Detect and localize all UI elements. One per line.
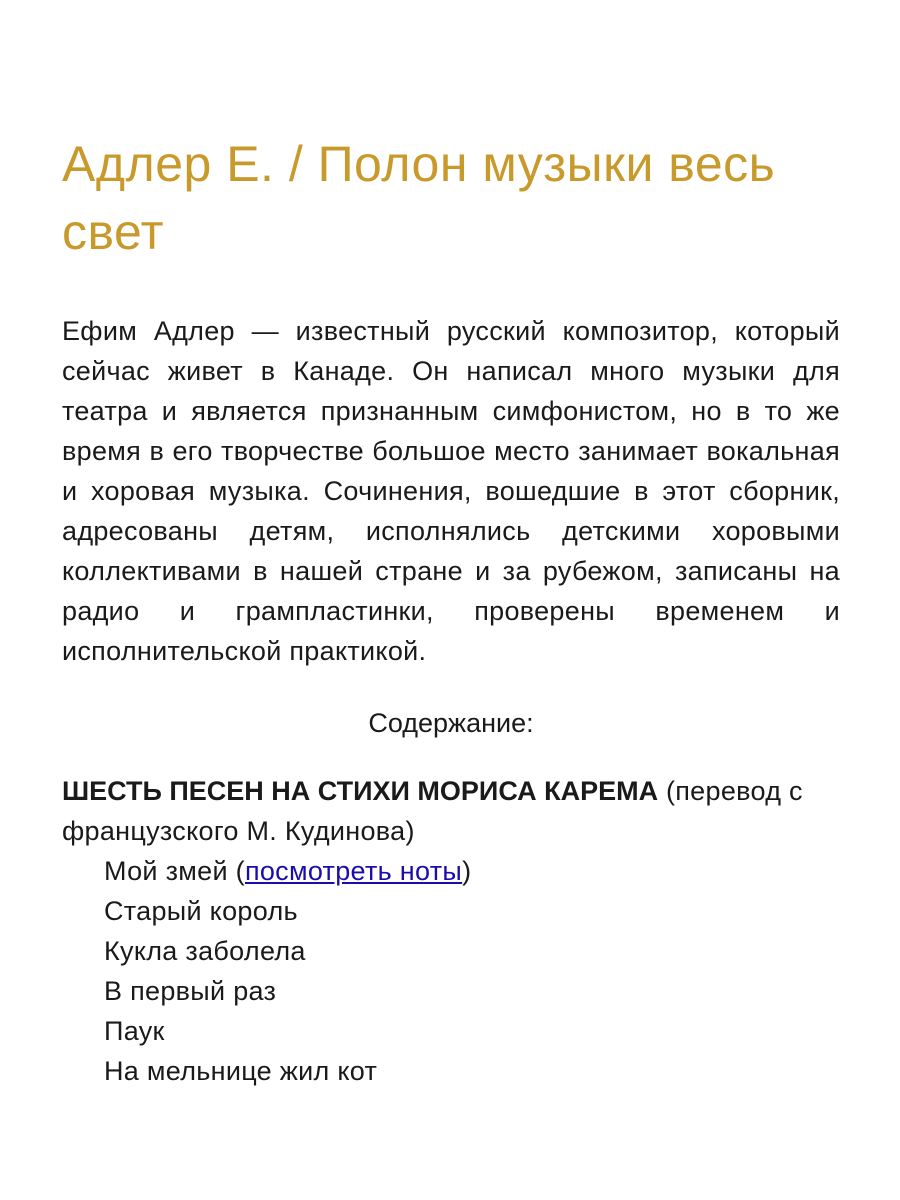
list-item xyxy=(104,931,840,971)
list-item xyxy=(104,1051,840,1091)
cycle-title: ШЕСТЬ ПЕСЕН НА СТИХИ МОРИСА КАРЕМА xyxy=(62,776,659,806)
song-list xyxy=(62,851,840,1091)
list-item xyxy=(104,971,840,1011)
product-description xyxy=(62,130,840,1091)
cycle-translation-note: (перевод с французского М. Кудинова) xyxy=(62,776,803,846)
view-sheet-music-link[interactable]: посмотреть ноты xyxy=(244,856,463,886)
song-title: В первый раз xyxy=(104,976,277,1006)
list-item: Мой змей (посмотреть ноты) xyxy=(104,856,472,886)
list-item xyxy=(104,891,840,931)
page-title: Адлер Е. / Полон музыки весь свет xyxy=(62,136,776,260)
song-title: На мельнице жил кот xyxy=(104,1056,378,1086)
contents-heading: Содержание: xyxy=(368,708,534,738)
song-title: Паук xyxy=(104,1016,165,1046)
list-item xyxy=(104,1011,840,1051)
song-title: Кукла заболела xyxy=(104,936,306,966)
description-paragraph: Ефим Адлер — известный русский композитор, который сейчас живет в Канаде. Он написал много музыки для театра и является признанным симфонистом, но в то же время в его творчестве большое место занимает вокальная и хоровая музыка. Сочинения, вошедшие в этот сборник, адресованы детям, исполнялись детскими хоровыми коллективами в нашей стране и за рубежом, записаны на радио и грампластинки, проверены временем и исполнительской практикой. xyxy=(62,316,840,666)
cycle-heading xyxy=(62,771,840,851)
song-title: Старый король xyxy=(104,896,298,926)
song-title: Мой змей xyxy=(104,856,228,886)
